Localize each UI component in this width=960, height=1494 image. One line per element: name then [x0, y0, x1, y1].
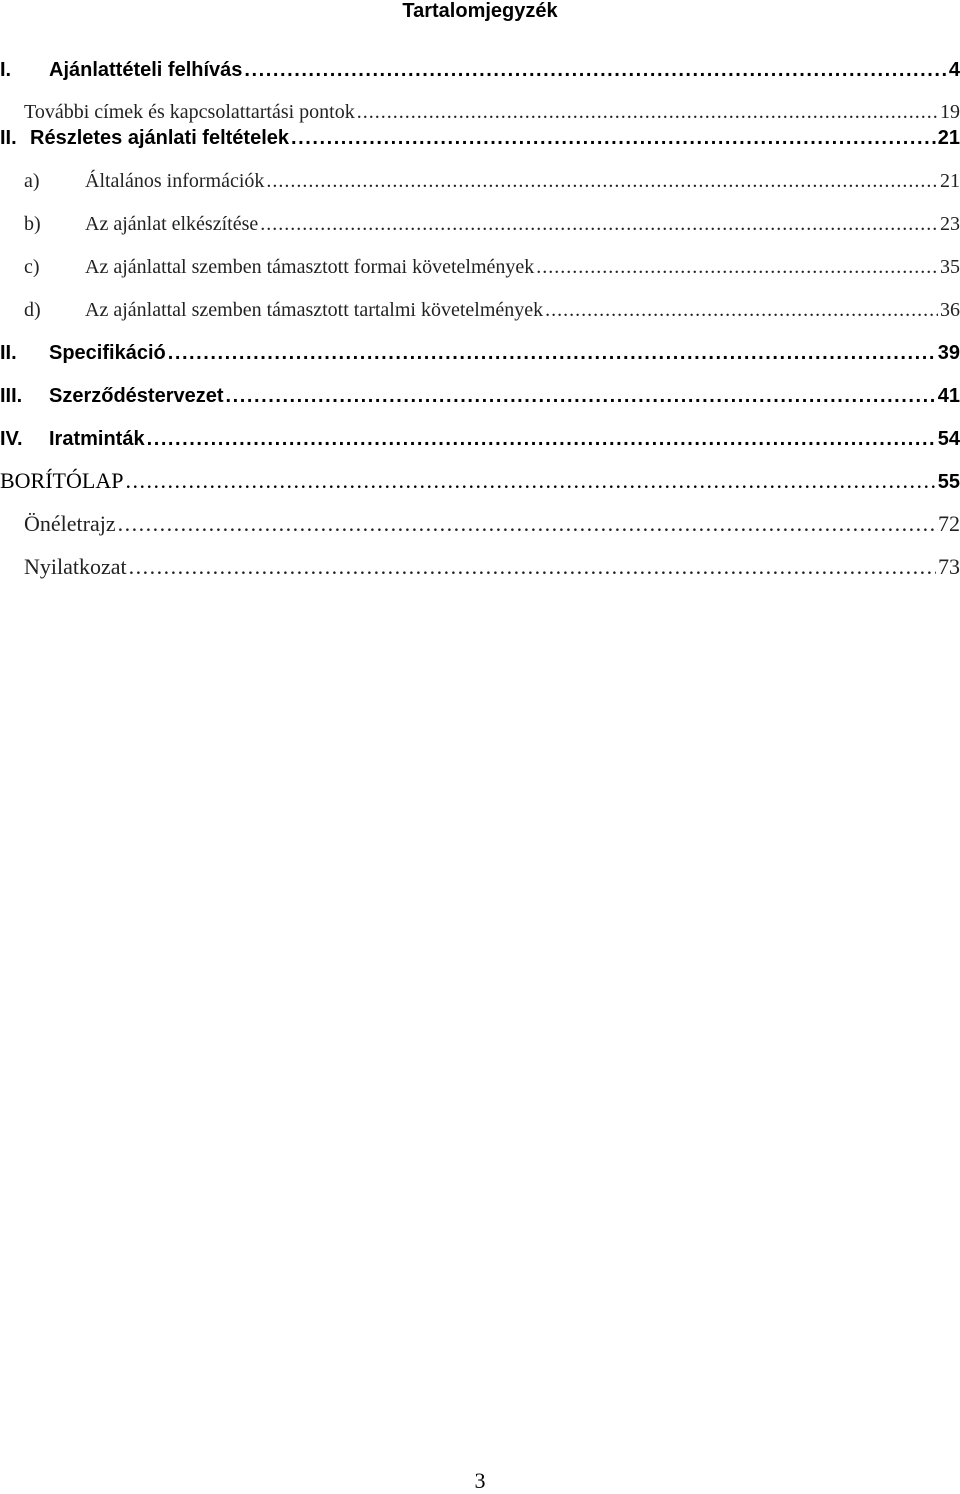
toc-entry-page: 23 — [940, 213, 960, 235]
toc-dot-leader — [536, 255, 938, 279]
toc-entry-number: b) — [24, 213, 41, 235]
page-number: 3 — [474, 1468, 486, 1493]
toc-entry-page: 4 — [948, 59, 960, 81]
toc-entry-formai-kovetelmenyek[interactable] — [0, 249, 960, 279]
toc-entry-label: Nyilatkozat — [24, 554, 127, 579]
toc-dot-leader — [244, 58, 946, 82]
toc-entry-ajanlatteteli-felhivas[interactable] — [0, 52, 960, 82]
toc-entry-page: 19 — [940, 101, 960, 123]
toc-entry-page: 72 — [938, 511, 960, 536]
toc-entry-label: Az ajánlattal szemben támasztott tartalmi követelmények — [85, 299, 544, 321]
toc-entry-ajanlat-elkeszitese[interactable] — [0, 206, 960, 236]
toc-entry-label: További címek és kapcsolattartási pontok — [24, 101, 355, 123]
toc-entry-szerzodestervezet[interactable] — [0, 378, 960, 408]
toc-entry-number: I. — [0, 59, 12, 81]
toc-entry-page: 21 — [937, 127, 960, 149]
toc-entry-label: Az ajánlat elkészítése — [85, 213, 259, 235]
toc-dot-leader — [129, 554, 936, 580]
toc-entry-label: Részletes ajánlati feltételek — [30, 127, 290, 149]
toc-entry-altalanos-informaciok[interactable] — [0, 163, 960, 193]
toc-entry-number: d) — [24, 299, 41, 321]
toc-dot-leader — [125, 468, 935, 494]
toc-entry-tartalmi-kovetelmenyek[interactable] — [0, 292, 960, 322]
toc-entry-number: II. — [0, 127, 17, 149]
toc-entry-label: Szerződéstervezet — [49, 385, 224, 407]
toc-entry-label: Iratminták — [49, 428, 145, 450]
toc-dot-leader — [226, 384, 936, 408]
toc-entry-number: c) — [24, 256, 40, 278]
toc-entry-iratmintak[interactable] — [0, 421, 960, 451]
toc-entry-page: 41 — [937, 385, 960, 407]
toc-entry-page: 36 — [940, 299, 960, 321]
toc-dot-leader — [266, 169, 938, 193]
toc-entry-label: Az ajánlattal szemben támasztott formai követelmények — [85, 256, 535, 278]
toc-entry-number: IV. — [0, 428, 23, 450]
toc-entry-page: 54 — [937, 428, 960, 450]
toc-dot-leader — [168, 341, 936, 365]
toc-entry-specifikacio[interactable] — [0, 335, 960, 365]
toc-dot-leader — [291, 126, 936, 150]
toc-entry-page: 35 — [940, 256, 960, 278]
toc-entry-label: BORÍTÓLAP — [0, 468, 124, 493]
toc-entry-label: Ajánlattételi felhívás — [49, 59, 243, 81]
toc-entry-page: 73 — [938, 554, 960, 579]
toc-dot-leader — [260, 212, 938, 236]
toc-dot-leader — [147, 427, 936, 451]
toc-entry-page: 21 — [940, 170, 960, 192]
toc-dot-leader — [545, 298, 938, 322]
toc-entry-page: 39 — [937, 342, 960, 364]
toc-entry-number: II. — [0, 342, 17, 364]
toc-dot-leader — [118, 511, 936, 537]
toc-entry-number: III. — [0, 385, 23, 407]
toc-entry-nyilatkozat[interactable] — [0, 550, 960, 580]
page-title: Tartalomjegyzék — [402, 0, 558, 22]
toc-entry-reszletes-feltetelek[interactable] — [0, 120, 960, 150]
toc-entry-number: a) — [24, 170, 40, 192]
toc-entry-oneletrajz[interactable] — [0, 507, 960, 537]
toc-entry-label: Specifikáció — [49, 342, 166, 364]
toc-entry-label: Általános információk — [85, 170, 265, 192]
toc-entry-boritolap[interactable] — [0, 464, 960, 494]
toc-entry-label: Önéletrajz — [24, 511, 116, 536]
toc-entry-page: 55 — [937, 471, 960, 493]
